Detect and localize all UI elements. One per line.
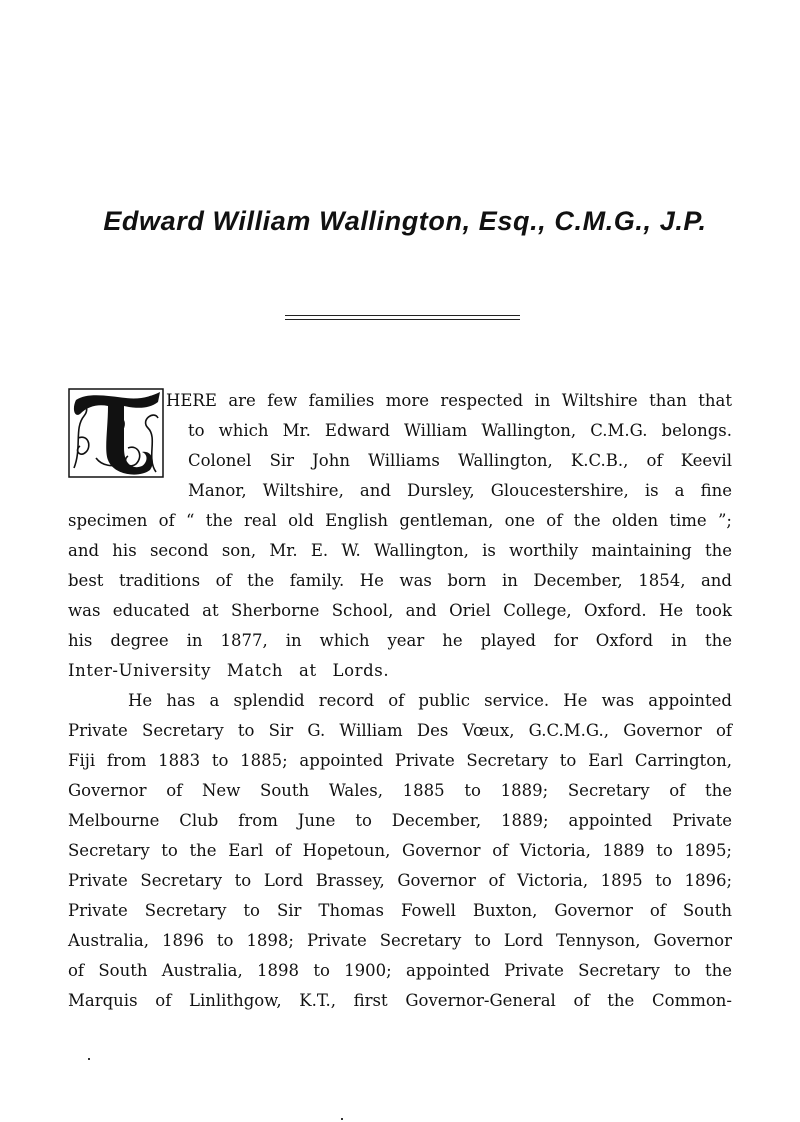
ornamental-drop-cap	[68, 388, 164, 478]
text-line: was educated at Sherborne School, and Oriel College, Oxford. He took	[68, 601, 732, 620]
scan-speck	[341, 1118, 343, 1120]
text-line: Manor, Wiltshire, and Dursley, Gloucestershire, is a fine	[188, 481, 732, 500]
text-line: HERE are few families more respected in Wiltshire than that	[166, 391, 732, 410]
title-divider	[285, 315, 520, 316]
text-line: best traditions of the family. He was born in December, 1854, and	[68, 571, 732, 590]
page-title: Edward William Wallington, Esq., C.M.G., J.P.	[103, 206, 707, 236]
text-line: Colonel Sir John Williams Wallington, K.C.B., of Keevil	[188, 451, 732, 470]
title-divider-secondary	[285, 319, 520, 320]
text-line: Governor of New South Wales, 1885 to 1889; Secretary of the	[68, 781, 732, 800]
text-line: to which Mr. Edward William Wallington, C.M.G. belongs.	[188, 421, 732, 440]
text-line: Private Secretary to Sir Thomas Fowell Buxton, Governor of South	[68, 901, 732, 920]
text-line: Private Secretary to Lord Brassey, Governor of Victoria, 1895 to 1896;	[68, 871, 732, 890]
text-line: Private Secretary to Sir G. William Des Vœux, G.C.M.G., Governor of	[68, 721, 732, 740]
text-line: Melbourne Club from June to December, 1889; appointed Private	[68, 811, 732, 830]
text-line: his degree in 1877, in which year he played for Oxford in the	[68, 631, 732, 650]
text-line: and his second son, Mr. E. W. Wallington, is worthily maintaining the	[68, 541, 732, 560]
text-line: of South Australia, 1898 to 1900; appointed Private Secretary to the	[68, 961, 732, 980]
text-line: Australia, 1896 to 1898; Private Secretary to Lord Tennyson, Governor	[68, 931, 732, 950]
text-line: Fiji from 1883 to 1885; appointed Private Secretary to Earl Carrington,	[68, 751, 732, 770]
text-line: Secretary to the Earl of Hopetoun, Governor of Victoria, 1889 to 1895;	[68, 841, 732, 860]
scan-speck	[88, 1058, 90, 1060]
text-line: Inter-University Match at Lords.	[68, 661, 390, 680]
text-line: He has a splendid record of public service. He was appointed	[128, 691, 732, 710]
text-line: Marquis of Linlithgow, K.T., first Governor-General of the Common-	[68, 991, 732, 1010]
text-line: specimen of “ the real old English gentleman, one of the olden time ”;	[68, 511, 732, 530]
